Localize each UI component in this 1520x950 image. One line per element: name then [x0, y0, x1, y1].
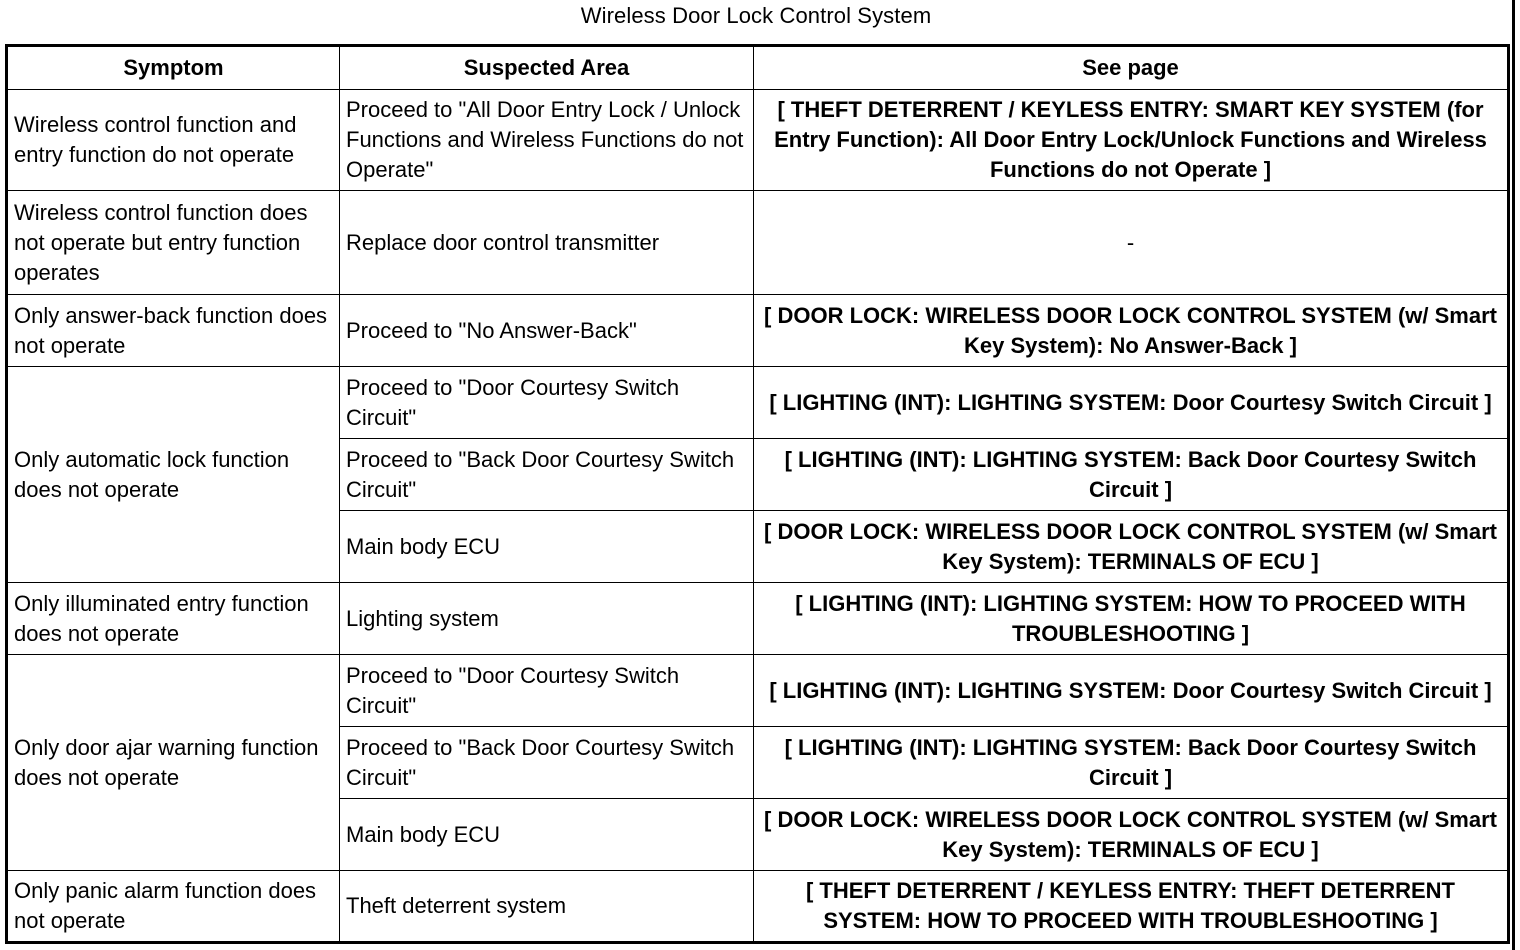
suspected-area-cell: Theft deterrent system [340, 871, 754, 943]
symptom-cell: Only answer-back function does not operate [7, 295, 340, 367]
symptom-cell: Only door ajar warning function does not operate [7, 655, 340, 871]
symptom-cell: Only panic alarm function does not operate [7, 871, 340, 943]
header-row [7, 46, 1509, 90]
column-header-suspected-area: Suspected Area [340, 46, 754, 90]
see-page-link[interactable]: [ THEFT DETERRENT / KEYLESS ENTRY: SMART KEY SYSTEM (for Entry Function): All Door Entry Lock/Unlock Functions and Wireless Functions do not Operate ] [754, 90, 1509, 191]
suspected-area-cell: Lighting system [340, 583, 754, 655]
see-page-link[interactable]: [ LIGHTING (INT): LIGHTING SYSTEM: HOW TO PROCEED WITH TROUBLESHOOTING ] [754, 583, 1509, 655]
table-row [7, 367, 1509, 439]
table-row [7, 871, 1509, 943]
see-page-cell: - [754, 191, 1509, 295]
problem-symptoms-table [5, 44, 1510, 944]
suspected-area-cell: Proceed to "All Door Entry Lock / Unlock Functions and Wireless Functions do not Operate" [340, 90, 754, 191]
symptom-cell: Only illuminated entry function does not operate [7, 583, 340, 655]
symptom-cell: Wireless control function and entry function do not operate [7, 90, 340, 191]
suspected-area-cell: Proceed to "Back Door Courtesy Switch Circuit" [340, 727, 754, 799]
suspected-area-cell: Main body ECU [340, 799, 754, 871]
see-page-link[interactable]: [ DOOR LOCK: WIRELESS DOOR LOCK CONTROL SYSTEM (w/ Smart Key System): TERMINALS OF ECU ] [754, 511, 1509, 583]
see-page-link[interactable]: [ LIGHTING (INT): LIGHTING SYSTEM: Door Courtesy Switch Circuit ] [754, 655, 1509, 727]
suspected-area-cell: Proceed to "Door Courtesy Switch Circuit" [340, 367, 754, 439]
table-row [7, 295, 1509, 367]
see-page-link[interactable]: [ DOOR LOCK: WIRELESS DOOR LOCK CONTROL SYSTEM (w/ Smart Key System): TERMINALS OF ECU ] [754, 799, 1509, 871]
suspected-area-cell: Proceed to "Back Door Courtesy Switch Circuit" [340, 439, 754, 511]
suspected-area-cell: Replace door control transmitter [340, 191, 754, 295]
suspected-area-cell: Proceed to "No Answer-Back" [340, 295, 754, 367]
page-title: Wireless Door Lock Control System [580, 3, 932, 28]
column-header-see-page: See page [754, 46, 1509, 90]
see-page-link[interactable]: [ LIGHTING (INT): LIGHTING SYSTEM: Door Courtesy Switch Circuit ] [754, 367, 1509, 439]
see-page-link[interactable]: [ THEFT DETERRENT / KEYLESS ENTRY: THEFT DETERRENT SYSTEM: HOW TO PROCEED WITH TROUBLESHOOTING ] [754, 871, 1509, 943]
symptom-cell: Only automatic lock function does not operate [7, 367, 340, 583]
table-row [7, 191, 1509, 295]
column-header-symptom: Symptom [7, 46, 340, 90]
see-page-link[interactable]: [ DOOR LOCK: WIRELESS DOOR LOCK CONTROL SYSTEM (w/ Smart Key System): No Answer-Back ] [754, 295, 1509, 367]
table-row [7, 583, 1509, 655]
table-row [7, 90, 1509, 191]
suspected-area-cell: Proceed to "Door Courtesy Switch Circuit" [340, 655, 754, 727]
page-edge-rule [1512, 0, 1515, 950]
see-page-link[interactable]: [ LIGHTING (INT): LIGHTING SYSTEM: Back Door Courtesy Switch Circuit ] [754, 439, 1509, 511]
suspected-area-cell: Main body ECU [340, 511, 754, 583]
symptom-cell: Wireless control function does not operate but entry function operates [7, 191, 340, 295]
table-row [7, 655, 1509, 727]
see-page-link[interactable]: [ LIGHTING (INT): LIGHTING SYSTEM: Back Door Courtesy Switch Circuit ] [754, 727, 1509, 799]
